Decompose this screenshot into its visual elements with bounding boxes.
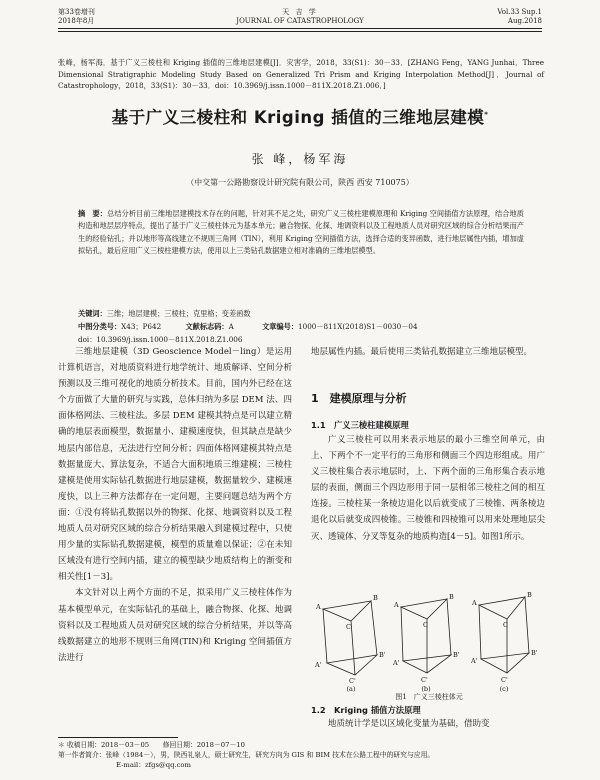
label-a-A: A [316, 603, 321, 611]
doc-code-value: A [228, 322, 234, 331]
doi: doi：10.3969/j.issn.1000－811X.2018.Z1.006 [78, 335, 243, 344]
classification [78, 321, 418, 333]
volume-en: Vol.33 Sup.1 [497, 8, 542, 16]
citation: 张峰，杨军海．基于广义三棱柱和 Kriging 插值的三维地层建模[J]．灾害学，2018，33(S1)：30－33．[ZHANG Feng，YANG Junhai．Three Dimensional Stratigraphic Modeling Study Based on Generalized Tri Prism and Kriging Interpolation Method[J]．Journal of Catastrophology，2018，33(S1)：30－33．doi：10.3969/j.issn.1000－811X.2018.Z1.006．] [58, 58, 544, 90]
label-c-A-prime: A' [471, 657, 478, 665]
label-b-C: C [423, 621, 428, 629]
label-c-C-prime: C' [501, 676, 508, 684]
affiliation: （中交第一公路勘察设计研究院有限公司，陕西 西安 710075） [186, 178, 414, 187]
journal-cn: 天 吉 学 [282, 8, 318, 16]
label-b-C-prime: C' [421, 676, 428, 684]
subsection-heading-1-2: 1.2 Kriging 插值方法原理 [311, 705, 421, 715]
keywords-label: 关键词： [78, 309, 107, 318]
footnote [58, 740, 544, 770]
abstract-text: 总结分析目前三维地层建模技术存在的问题，针对其不足之处，研究广义三棱柱建模原理和 Kriging 空间插值方法原理，结合地质构造和地层层序特点，提出了基于广义三棱柱体元为基本单元；融合物探、化探、地调资料以及工程地质人员对研究区域的综合分析结果而产生的经验钻孔；并以地形等高线建立不规则三角网（TIN），利用 Kriging 空间插值方法，选择合适的变异函数，进行地层属性内插，增加虚拟钻孔，最后应用广义三棱柱建模方法，使用以上三类钻孔数据建立相对准确的三维地层模型。 [78, 209, 524, 256]
label-a-B-prime: B' [379, 651, 386, 659]
keywords-text: 三维；地层建模；三棱柱；克里格；变差函数 [106, 309, 251, 318]
volume-cn: 第33卷增刊 [58, 8, 95, 16]
clc-label: 中图分类号： [78, 322, 122, 331]
header-rule [58, 28, 542, 29]
body-paragraph-1: 三维地层建模（3D Geoscience Model－ling）是运用计算机语言，对地质资料进行地学统计、地质解译、空间分析预测以及三维可视化的地质分析技术。目前，国内外已经在这个方面做了大量的研究与实践，总体归纳为多层 DEM 法、四面体格网法、三棱柱法。多层 DEM 建模其特点是可以建立精确的地层表面模型，数据量小、建模速度快，但其缺点是缺少地层内部信息，无法进行空间分析；四面体格网建模其特点是数据量庞大、算法复杂，不适合大面积地质三维建模；三棱柱建模是使用实际钻孔数据进行地层建模，数据量较少、建模速度快，以上三种方法都存在一定问题，主要问题总结为两个方面：①没有将钻孔数据以外的物探、化探、地调资料以及工程地质人员对研究区域的综合分析结果融入到建模过程中，只使用少量的实际钻孔数据建模，模型的质量难以保证；②在未知区域没有进行空间内插，建立的模型缺少地质结构上的渐变和相关性[1－3]。 [58, 347, 292, 583]
abstract-label: 摘 要： [78, 209, 108, 218]
doc-code-label: 文献标志码： [185, 322, 229, 331]
body-paragraph-2: 本文针对以上两个方面的不足，拟采用广义三棱柱体作为基本模型单元，在实际钻孔的基础上，融合物探、化探、地调资料以及工程地质人员对研究区域的综合分析结果，并以等高线数据建立的地形不规则三角网(TIN)和 Kriging 空间插值方法进行 [58, 588, 292, 663]
paper-title [58, 104, 542, 128]
subsection-heading-1-1: 1.1 广义三棱柱建模原理 [311, 420, 409, 430]
subsection-1-2-text: 地质统计学是以区域化变量为基础，借助变 [328, 719, 490, 729]
label-b-A-prime: A' [393, 659, 400, 667]
header-center [200, 8, 400, 26]
prism-b [401, 599, 451, 673]
header-right [442, 8, 542, 26]
label-b-A: A [394, 601, 399, 609]
left-column [58, 344, 292, 666]
header-left [58, 8, 95, 26]
journal-en: JOURNAL OF CATASTROPHOLOGY [236, 17, 364, 25]
footnote-author: 第一作者简介：张峰（1984－），男，陕西礼泉人，硕士研究生，研究方向为 GIS 和 BIM 技术在公路工程中的研究与应用。 [58, 751, 435, 759]
prism-a [323, 601, 377, 675]
label-c-A: A [472, 599, 477, 607]
figure-1-caption: 图1 广义三棱柱体元 [395, 693, 463, 701]
right-intro-text: 地层属性内插。最后使用三类钻孔数据建立三维地层模型。 [311, 347, 533, 357]
footnote-dates: ＊ 收稿日期：2018－03－05 修回日期：2018－07－10 [58, 741, 245, 749]
footnote-email: E-mail：zfgs@qq.com [116, 761, 191, 769]
abstract [78, 208, 524, 258]
subsection-1-1-text: 广义三棱柱可以用来表示地层的最小三维空间单元，由上、下两个不一定平行的三角形和侧面三个四边形组成。用广义三棱柱集合表示地层时，上、下两个面的三角形集合表示地层的表面，侧面三个四边形用于同一层相邻三棱柱之间的相互连接。三棱柱某一条棱边退化以后就变成了三棱锥、两条棱边退化以后就变成四棱锥。三棱锥和四棱锥可以用来处理地层尖灭、透镜体、分叉等复杂的地质构造[4－5]。如图1所示。 [311, 435, 545, 542]
article-id-label: 文章编号： [262, 322, 299, 331]
article-id-value: 1000－811X(2018)S1－0030－04 [298, 322, 418, 331]
header-rule-thin [58, 31, 542, 32]
right-intro [311, 344, 545, 360]
label-c-C: C [503, 621, 508, 629]
panel-label-b: (b) [421, 685, 431, 693]
keywords [78, 308, 251, 320]
date-en: Aug.2018 [507, 17, 542, 25]
footnote-rule [58, 737, 178, 738]
label-a-B: B [373, 594, 378, 602]
panel-label-a: (a) [346, 685, 356, 693]
label-c-B: B [527, 591, 532, 599]
label-a-C-prime: C' [349, 677, 356, 685]
label-b-B-prime: B' [453, 651, 460, 659]
label-a-A-prime: A' [315, 661, 322, 669]
title-text: 基于广义三棱柱和 Kriging 插值的三维地层建模 [111, 108, 485, 127]
figure-1 [311, 585, 547, 693]
title-mark: * [484, 110, 489, 119]
label-a-C: C [346, 623, 351, 631]
section-heading-1: 1 建模原理与分析 [311, 392, 407, 405]
label-c-B-prime: B' [531, 649, 538, 657]
clc-value: X43；P642 [121, 322, 162, 331]
prism-c [479, 597, 529, 673]
subsection-1-2-body [311, 716, 545, 732]
date-cn: 2018年8月 [58, 17, 95, 25]
label-b-B: B [449, 593, 454, 601]
authors: 张 峰，杨军海 [251, 152, 349, 166]
subsection-1-1-body [311, 432, 545, 545]
panel-label-c: (c) [499, 685, 509, 693]
